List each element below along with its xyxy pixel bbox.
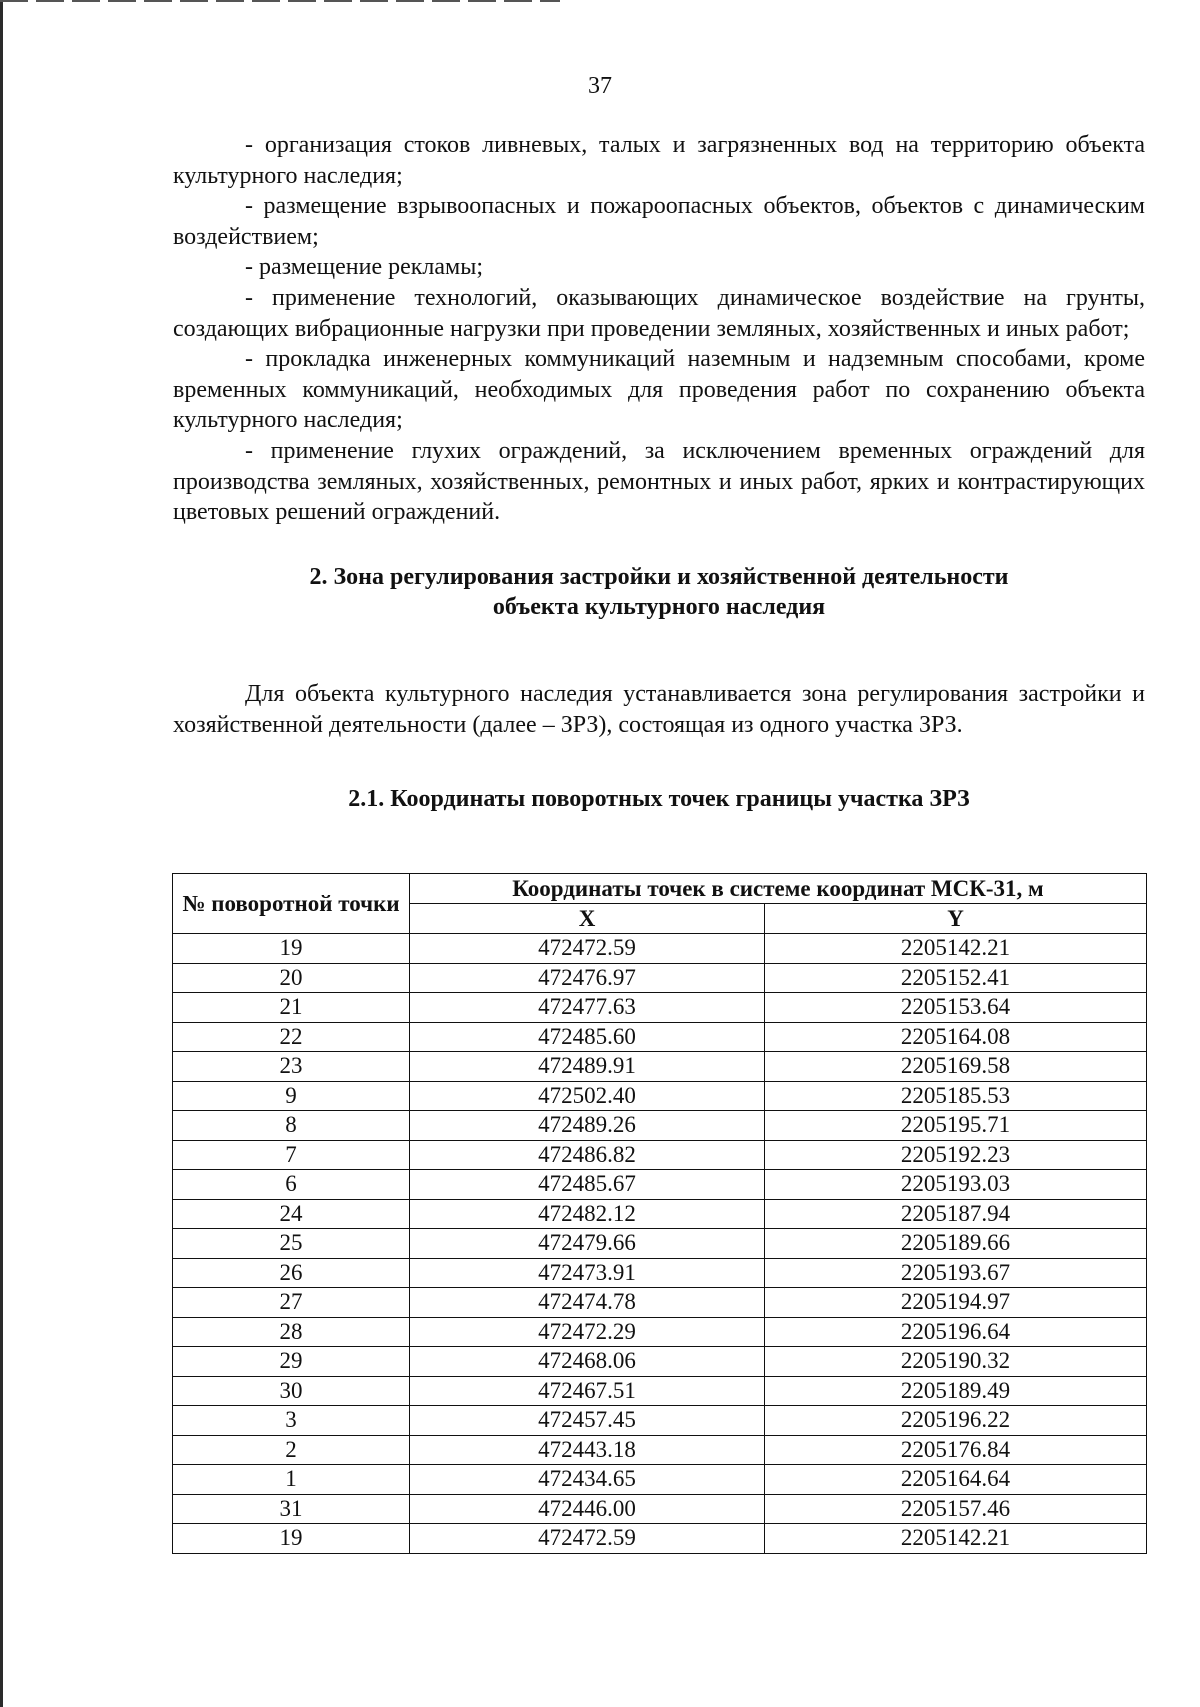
table-row	[173, 1376, 1147, 1406]
y-coordinate-cell: 2205196.64	[765, 1317, 1147, 1347]
x-coordinate-cell: 472479.66	[410, 1229, 765, 1259]
x-coordinate-cell: 472446.00	[410, 1494, 765, 1524]
y-coordinate-cell: 2205164.08	[765, 1022, 1147, 1052]
x-coordinate-cell: 472472.59	[410, 1524, 765, 1554]
y-coordinate-cell: 2205189.49	[765, 1376, 1147, 1406]
table-row	[173, 1199, 1147, 1229]
table-row	[173, 1524, 1147, 1554]
table-row	[173, 1022, 1147, 1052]
x-coordinate-cell: 472477.63	[410, 993, 765, 1023]
paragraph: - организация стоков ливневых, талых и загрязненных вод на территорию объекта культурного наследия;	[173, 132, 1145, 189]
point-number-cell: 28	[173, 1317, 410, 1347]
y-coordinate-cell: 2205169.58	[765, 1052, 1147, 1082]
y-coordinate-cell: 2205142.21	[765, 1524, 1147, 1554]
page-number: 37	[588, 73, 612, 99]
paragraph: - размещение взрывоопасных и пожароопасных объектов, объектов с динамическим воздействием;	[173, 193, 1145, 250]
table-row	[173, 1347, 1147, 1377]
coordinates-table	[172, 873, 1147, 1554]
header-y: Y	[765, 904, 1147, 934]
point-number-cell: 31	[173, 1494, 410, 1524]
document-body	[173, 130, 1145, 815]
x-coordinate-cell: 472485.67	[410, 1170, 765, 1200]
table-row	[173, 1140, 1147, 1170]
table-row	[173, 1494, 1147, 1524]
x-coordinate-cell: 472502.40	[410, 1081, 765, 1111]
y-coordinate-cell: 2205189.66	[765, 1229, 1147, 1259]
paragraph: - размещение рекламы;	[245, 254, 484, 281]
y-coordinate-cell: 2205194.97	[765, 1288, 1147, 1318]
paragraph: - прокладка инженерных коммуникаций наземным и надземным способами, кроме временных коммуникаций, необходимых для проведения работ по сохранению объекта культурного наследия;	[173, 346, 1145, 434]
point-number-cell: 1	[173, 1465, 410, 1495]
scan-left-edge	[0, 0, 3, 1707]
y-coordinate-cell: 2205164.64	[765, 1465, 1147, 1495]
section-title	[173, 562, 1145, 623]
table-row	[173, 1435, 1147, 1465]
point-number-cell: 24	[173, 1199, 410, 1229]
x-coordinate-cell: 472457.45	[410, 1406, 765, 1436]
x-coordinate-cell: 472467.51	[410, 1376, 765, 1406]
y-coordinate-cell: 2205193.03	[765, 1170, 1147, 1200]
x-coordinate-cell: 472472.59	[410, 934, 765, 964]
y-coordinate-cell: 2205190.32	[765, 1347, 1147, 1377]
table-row	[173, 1317, 1147, 1347]
x-coordinate-cell: 472485.60	[410, 1022, 765, 1052]
point-number-cell: 21	[173, 993, 410, 1023]
scan-top-edge	[0, 0, 560, 2]
table-title: 2.1. Координаты поворотных точек границы участка ЗРЗ	[348, 786, 970, 813]
point-number-cell: 23	[173, 1052, 410, 1082]
header-point-number: № поворотной точки	[173, 874, 410, 934]
point-number-cell: 30	[173, 1376, 410, 1406]
x-coordinate-cell: 472443.18	[410, 1435, 765, 1465]
table-row	[173, 934, 1147, 964]
point-number-cell: 2	[173, 1435, 410, 1465]
coordinates-table-body	[173, 934, 1147, 1554]
y-coordinate-cell: 2205153.64	[765, 993, 1147, 1023]
paragraph: - применение технологий, оказывающих динамическое воздействие на грунты, создающих вибрационные нагрузки при проведении земляных, хозяйственных и иных работ;	[173, 284, 1145, 342]
x-coordinate-cell: 472489.91	[410, 1052, 765, 1082]
point-number-cell: 25	[173, 1229, 410, 1259]
x-coordinate-cell: 472474.78	[410, 1288, 765, 1318]
y-coordinate-cell: 2205185.53	[765, 1081, 1147, 1111]
header-coordinates: Координаты точек в системе координат МСК-31, м	[410, 874, 1147, 904]
x-coordinate-cell: 472486.82	[410, 1140, 765, 1170]
y-coordinate-cell: 2205192.23	[765, 1140, 1147, 1170]
point-number-cell: 19	[173, 1524, 410, 1554]
table-row	[173, 1111, 1147, 1141]
point-number-cell: 3	[173, 1406, 410, 1436]
x-coordinate-cell: 472468.06	[410, 1347, 765, 1377]
y-coordinate-cell: 2205196.22	[765, 1406, 1147, 1436]
x-coordinate-cell: 472476.97	[410, 963, 765, 993]
point-number-cell: 19	[173, 934, 410, 964]
y-coordinate-cell: 2205193.67	[765, 1258, 1147, 1288]
section-intro: Для объекта культурного наследия устанавливается зона регулирования застройки и хозяйственной деятельности (далее – ЗРЗ), состоящая из одного участка ЗРЗ.	[173, 680, 1145, 738]
point-number-cell: 7	[173, 1140, 410, 1170]
x-coordinate-cell: 472434.65	[410, 1465, 765, 1495]
table-row	[173, 1258, 1147, 1288]
point-number-cell: 22	[173, 1022, 410, 1052]
x-coordinate-cell: 472482.12	[410, 1199, 765, 1229]
table-row	[173, 1170, 1147, 1200]
section-title-line: 2. Зона регулирования застройки и хозяйственной деятельности	[309, 563, 1009, 590]
table-row	[173, 1406, 1147, 1436]
y-coordinate-cell: 2205187.94	[765, 1199, 1147, 1229]
header-x: X	[410, 904, 765, 934]
table-row	[173, 1229, 1147, 1259]
table-row	[173, 1465, 1147, 1495]
y-coordinate-cell: 2205176.84	[765, 1435, 1147, 1465]
paragraph: - применение глухих ограждений, за исключением временных ограждений для производства земляных, хозяйственных, ремонтных и иных работ, ярких и контрастирующих цветовых решений ограждений.	[173, 437, 1145, 526]
point-number-cell: 26	[173, 1258, 410, 1288]
table-row	[173, 1081, 1147, 1111]
x-coordinate-cell: 472473.91	[410, 1258, 765, 1288]
point-number-cell: 6	[173, 1170, 410, 1200]
table-row	[173, 1288, 1147, 1318]
table-row	[173, 1052, 1147, 1082]
point-number-cell: 20	[173, 963, 410, 993]
table-row	[173, 993, 1147, 1023]
section-title-line: объекта культурного наследия	[492, 594, 826, 621]
x-coordinate-cell: 472472.29	[410, 1317, 765, 1347]
y-coordinate-cell: 2205157.46	[765, 1494, 1147, 1524]
y-coordinate-cell: 2205142.21	[765, 934, 1147, 964]
y-coordinate-cell: 2205152.41	[765, 963, 1147, 993]
y-coordinate-cell: 2205195.71	[765, 1111, 1147, 1141]
point-number-cell: 9	[173, 1081, 410, 1111]
point-number-cell: 27	[173, 1288, 410, 1318]
point-number-cell: 8	[173, 1111, 410, 1141]
x-coordinate-cell: 472489.26	[410, 1111, 765, 1141]
point-number-cell: 29	[173, 1347, 410, 1377]
table-row	[173, 963, 1147, 993]
